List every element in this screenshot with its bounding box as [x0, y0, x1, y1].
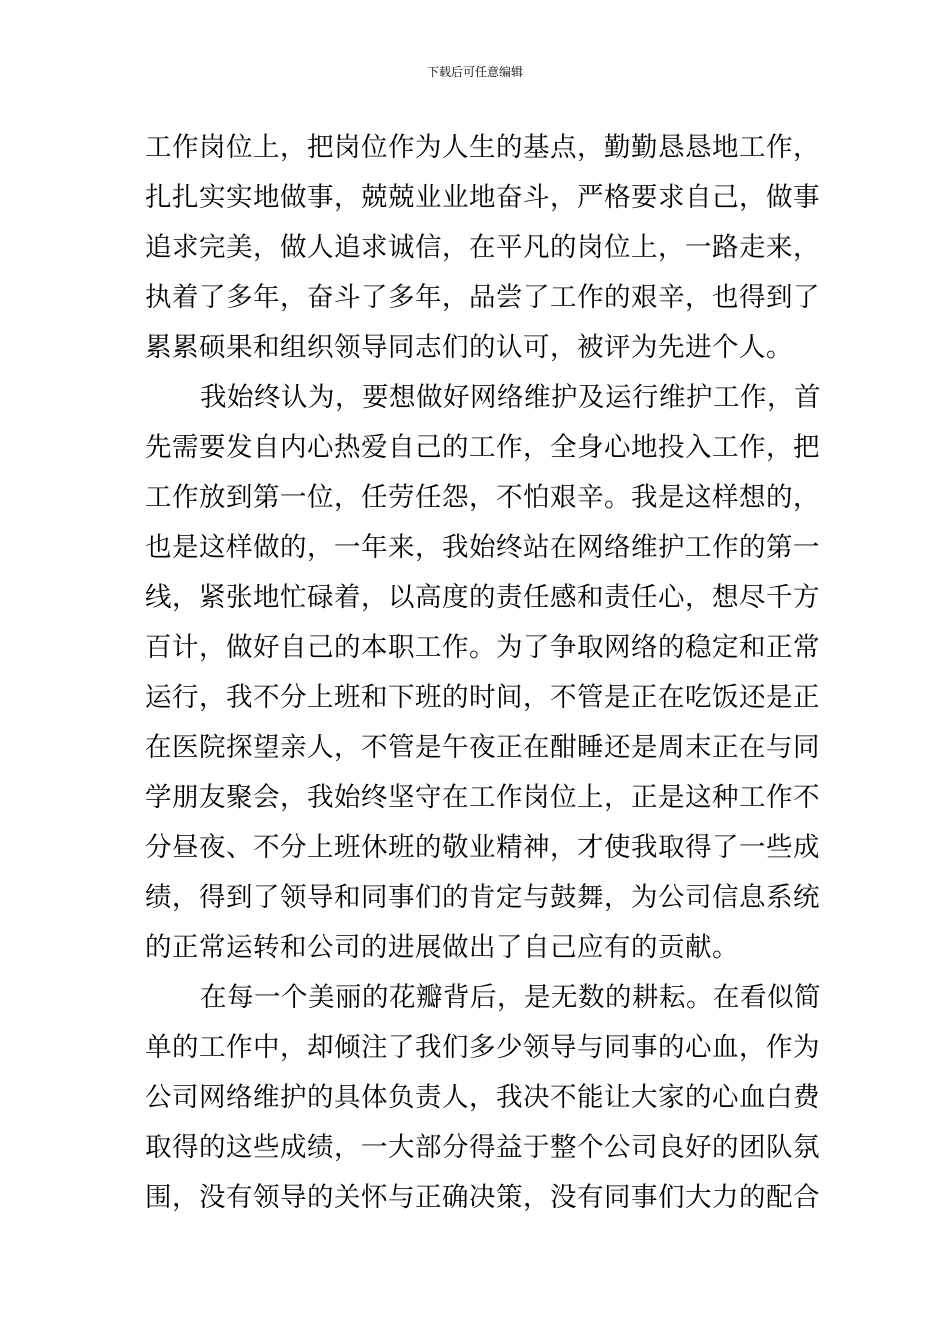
text-line: 绩，得到了领导和同事们的肯定与鼓舞，为公司信息系统: [145, 882, 820, 913]
text-line: 线，紧张地忙碌着，以高度的责任感和责任心，想尽千方: [145, 582, 820, 613]
text-line: 百计，做好自己的本职工作。为了争取网络的稳定和正常: [145, 632, 820, 663]
paragraph-first-line: 我始终认为，要想做好网络维护及运行维护工作，首: [200, 382, 821, 413]
page-header: 下载后可任意编辑: [426, 65, 523, 79]
text-line: 工作岗位上，把岗位作为人生的基点，勤勤恳恳地工作，: [145, 132, 820, 163]
text-line: 学朋友聚会，我始终坚守在工作岗位上，正是这种工作不: [145, 782, 820, 813]
text-line: 的正常运转和公司的进展做出了自己应有的贡献。: [145, 932, 739, 963]
text-line: 取得的这些成绩，一大部分得益于整个公司良好的团队氛: [145, 1132, 820, 1163]
text-line: 扎扎实实地做事，兢兢业业地奋斗，严格要求自己，做事: [145, 182, 820, 213]
text-line: 也是这样做的，一年来，我始终站在网络维护工作的第一: [145, 532, 820, 563]
text-line: 运行，我不分上班和下班的时间，不管是正在吃饭还是正: [145, 682, 820, 713]
text-line: 先需要发自内心热爱自己的工作，全身心地投入工作，把: [145, 432, 820, 463]
text-line: 分昼夜、不分上班休班的敬业精神，才使我取得了一些成: [145, 832, 820, 863]
text-line: 围，没有领导的关怀与正确决策，没有同事们大力的配合: [145, 1182, 820, 1213]
text-line: 单的工作中，却倾注了我们多少领导与同事的心血，作为: [145, 1032, 820, 1063]
text-line: 累累硕果和组织领导同志们的认可，被评为先进个人。: [145, 332, 793, 363]
text-line: 在医院探望亲人，不管是午夜正在酣睡还是周末正在与同: [145, 732, 820, 763]
text-line: 执着了多年，奋斗了多年，品尝了工作的艰辛，也得到了: [145, 282, 820, 313]
text-line: 工作放到第一位，任劳任怨，不怕艰辛。我是这样想的，: [145, 482, 820, 513]
paragraph-first-line: 在每一个美丽的花瓣背后，是无数的耕耘。在看似简: [200, 982, 821, 1013]
text-line: 公司网络维护的具体负责人，我决不能让大家的心血白费: [145, 1082, 820, 1113]
document-body: [145, 123, 821, 1223]
text-line: 追求完美，做人追求诚信，在平凡的岗位上，一路走来，: [145, 232, 820, 263]
